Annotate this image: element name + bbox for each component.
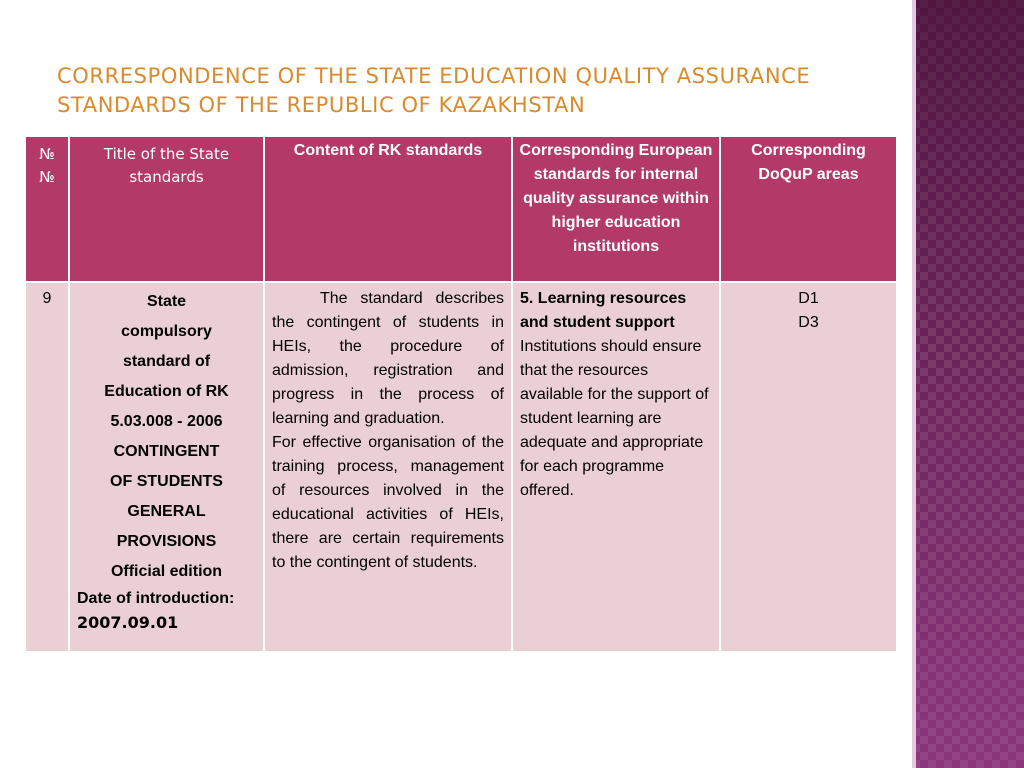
- slide-title-line-1: CORRESPONDENCE OF THE STATE EDUCATION QUALITY ASSURANCE: [57, 64, 811, 88]
- title-line: Education of RK: [104, 383, 229, 400]
- european-standard-text: Institutions should ensure that the resources available for the support of student learning are adequate and appropriate for each programme offered.: [520, 338, 709, 499]
- header-title: Title of the State standards: [69, 136, 264, 282]
- title-line: standard of: [122, 353, 211, 370]
- introduction-label: Date of introduction:: [77, 590, 235, 607]
- row-number: 9: [25, 282, 69, 652]
- title-line: Official edition: [110, 563, 223, 580]
- european-standard-heading: 5. Learning resources and student support: [520, 290, 687, 331]
- doqup-area: D1: [798, 290, 819, 307]
- header-doqup-areas: Corresponding DoQuP areas: [720, 136, 897, 282]
- standard-content-cell: [264, 282, 512, 652]
- decorative-side-band: [912, 0, 1024, 768]
- content-paragraph-2: For effective organisation of the training process, management of resources involved in the educational activities of HEIs, there are certain requirements to the contingent of students.: [272, 434, 504, 571]
- title-line: PROVISIONS: [116, 533, 217, 550]
- title-line: 5.03.008 - 2006: [110, 413, 223, 430]
- doqup-area: D3: [798, 314, 819, 331]
- table-row: [25, 282, 897, 652]
- slide-title-line-2: STANDARDS OF THE REPUBLIC OF KAZAKHSTAN: [57, 93, 586, 117]
- standards-table: [24, 135, 898, 653]
- title-line: GENERAL: [127, 503, 206, 520]
- content-paragraph-1: The standard describes the contingent of students in HEIs, the procedure of admission, registration and progress in the process of learning and graduation.: [272, 290, 504, 427]
- title-line: OF STUDENTS: [110, 473, 223, 490]
- doqup-areas-cell: [720, 282, 897, 652]
- header-number: № №: [25, 136, 69, 282]
- header-content: Content of RK standards: [264, 136, 512, 282]
- title-line: CONTINGENT: [113, 443, 220, 460]
- european-standard-cell: [512, 282, 720, 652]
- standard-title-cell: [69, 282, 264, 652]
- slide-title: [57, 62, 897, 120]
- table-header-row: [25, 136, 897, 282]
- header-european-standards: Corresponding European standards for internal quality assurance within higher education institutions: [512, 136, 720, 282]
- introduction-date: 2007.09.01: [77, 613, 179, 632]
- title-line: State: [146, 293, 187, 310]
- title-line: compulsory: [121, 323, 212, 340]
